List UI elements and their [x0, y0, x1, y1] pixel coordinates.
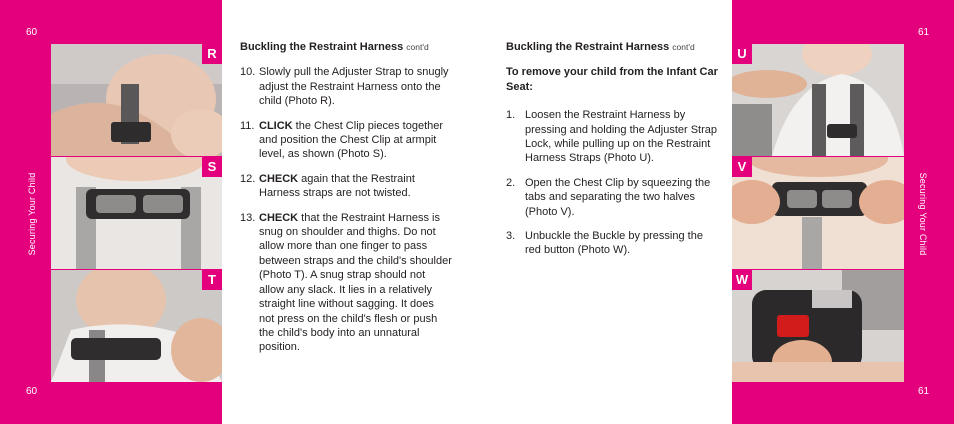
step-number: 12. [240, 172, 256, 185]
photo-label-t: T [202, 270, 222, 290]
left-text-column [240, 40, 452, 355]
page-number-bottom-right: 61 [918, 386, 930, 397]
step-1 [506, 108, 718, 166]
page-number-bottom-left: 60 [26, 386, 38, 397]
photo-label-u: U [732, 44, 752, 64]
photo-w [732, 270, 904, 382]
step-number: 11. [240, 119, 255, 132]
photo-u [732, 44, 904, 156]
right-heading-text: Buckling the Restraint Harness [506, 41, 670, 53]
step-text: the Chest Clip pieces together and position the Chest Clip at armpit level, as shown (Photo S). [259, 119, 444, 161]
step-text: that the Restraint Harness is snug on shoulder and thighs. Do not allow more than one finger to pass between straps and the child's shoulder (Photo T). A snug strap should not allow any slack. It lies in a relatively straight line without sagging. It does not press on the child's flesh or push the child's body into an unnatural position. [259, 211, 452, 354]
step-number: 1. [506, 109, 516, 122]
step-2 [506, 176, 718, 219]
step-number: 10. [240, 66, 256, 79]
step-11 [240, 119, 452, 162]
step-number: 2. [506, 176, 516, 189]
photo-t-image [51, 270, 222, 382]
photo-v-image [732, 157, 904, 269]
step-keyword: CHECK [259, 211, 299, 224]
step-text: Slowly pull the Adjuster Strap to snugly adjust the Restraint Harness onto the child (Photo R). [259, 66, 449, 108]
photo-r-image [51, 44, 222, 156]
photo-label-r: R [202, 44, 222, 64]
photo-label-v: V [732, 157, 752, 177]
right-subheading: To remove your child from the Infant Car Seat: [506, 66, 718, 93]
side-label-right: Securing Your Child [918, 172, 928, 256]
left-heading [240, 40, 452, 54]
page-number-top-left: 60 [26, 27, 38, 38]
step-keyword: CLICK [259, 119, 293, 132]
photo-s-image [51, 157, 222, 269]
left-heading-suffix: cont'd [406, 42, 429, 52]
step-text: Loosen the Restraint Harness by pressing and holding the Adjuster Strap Lock, while pulling up on the Restraint Harness Straps (Photo U). [525, 109, 718, 165]
step-number: 3. [506, 230, 516, 243]
photo-label-s: S [202, 157, 222, 177]
photo-r [51, 44, 222, 156]
step-13 [240, 211, 452, 355]
photo-s [51, 157, 222, 269]
step-text: again that the Restraint Harness straps are not twisted. [259, 172, 415, 200]
step-3 [506, 229, 718, 258]
photo-w-image [732, 270, 904, 382]
right-text-column [506, 40, 718, 258]
photo-t [51, 270, 222, 382]
left-heading-text: Buckling the Restraint Harness [240, 41, 404, 53]
photo-v [732, 157, 904, 269]
step-number: 13. [240, 211, 256, 224]
right-heading [506, 40, 718, 54]
page-number-top-right: 61 [918, 27, 930, 38]
photo-label-w: W [732, 270, 752, 290]
right-heading-suffix: cont'd [672, 42, 695, 52]
step-keyword: CHECK [259, 172, 299, 185]
step-12 [240, 172, 452, 201]
step-text: Open the Chest Clip by squeezing the tabs and separating the two halves (Photo V). [525, 176, 711, 218]
step-10 [240, 65, 452, 108]
photo-u-image [732, 44, 904, 156]
side-label-left: Securing Your Child [27, 172, 37, 256]
step-text: Unbuckle the Buckle by pressing the red button (Photo W). [525, 230, 703, 257]
